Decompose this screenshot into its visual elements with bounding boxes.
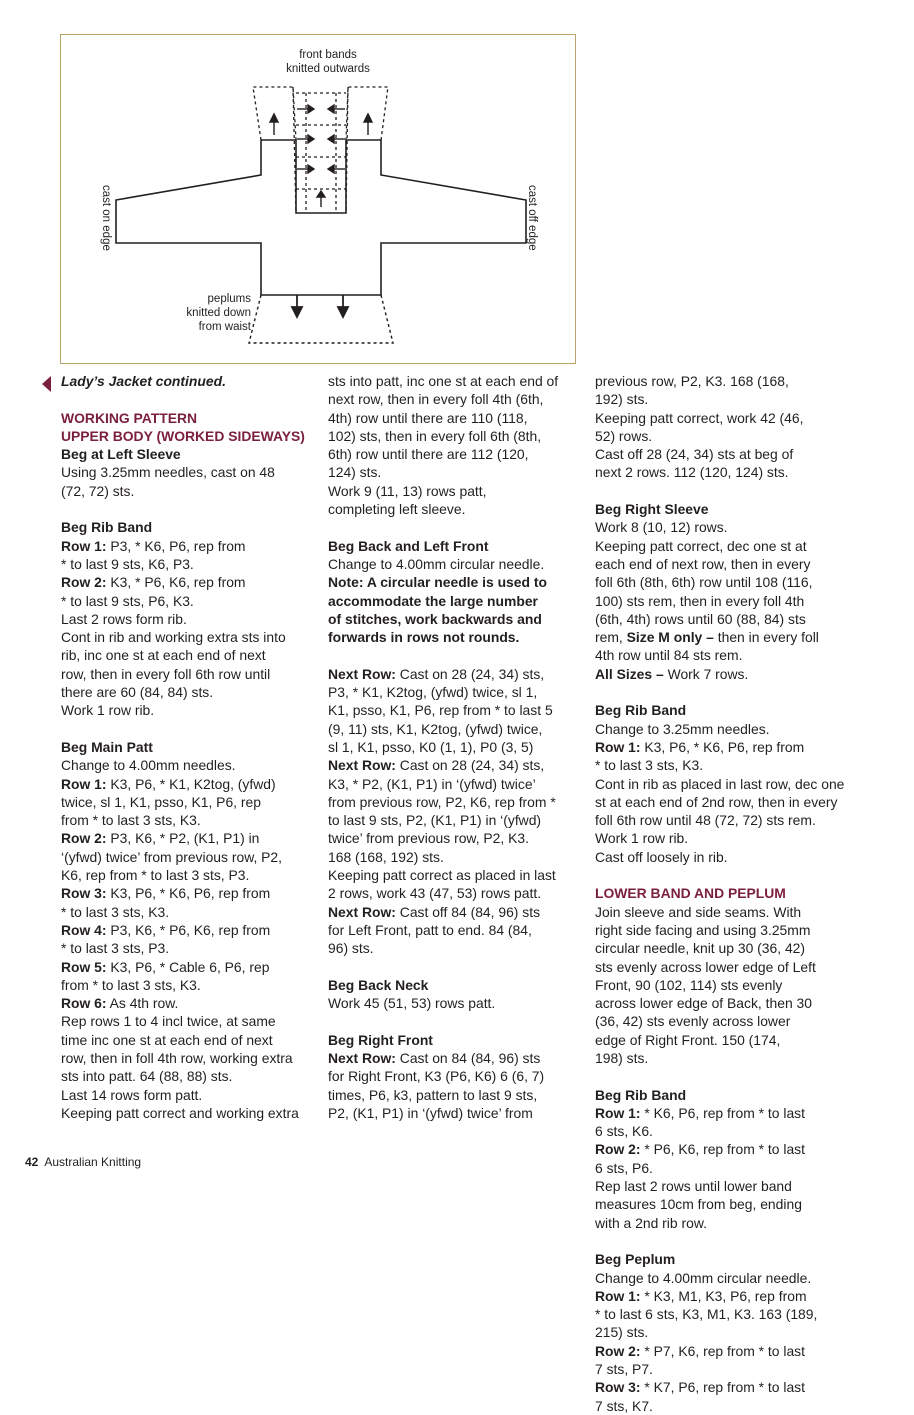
text-line: * to last 3 sts, P3.	[61, 940, 170, 957]
text-line: Keeping patt correct, work 42 (46,	[595, 409, 804, 426]
instruction-line	[61, 829, 305, 847]
text-fragment: * K3, M1, K3, P6, rep from	[640, 1287, 807, 1304]
text-line: Change to 4.00mm circular needle.	[328, 555, 545, 572]
subheading: Note: A circular needle is used to	[328, 574, 547, 591]
text-line: 100) sts rem, then in every foll 4th	[595, 592, 805, 609]
row-label: Row 1:	[61, 775, 107, 792]
jacket-construction-diagram	[60, 34, 576, 364]
text-fragment: P3, * K6, P6, rep from	[106, 537, 246, 554]
text-line: Front, 90 (102, 114) sts evenly	[595, 976, 783, 993]
text-line: 215) sts.	[595, 1324, 649, 1341]
text-line: Last 2 rows form rib.	[61, 610, 187, 627]
row-label: Row 2:	[595, 1342, 641, 1359]
text-line: Cast off loosely in rib.	[595, 848, 728, 865]
text-line: 96) sts.	[328, 940, 374, 957]
row-label: Row 3:	[61, 885, 107, 902]
text-line: 198) sts.	[595, 1049, 649, 1066]
row-label: All Sizes –	[595, 665, 664, 682]
text-line: from previous row, P2, K6, rep from *	[328, 793, 556, 810]
text-column-1	[61, 372, 305, 1122]
text-fragment: rem,	[595, 629, 627, 646]
peplum-dashed	[249, 295, 393, 343]
text-fragment: Cast on 28 (24, 34) sts,	[395, 757, 545, 774]
text-line: Change to 3.25mm needles.	[595, 720, 770, 737]
instruction-line	[61, 958, 305, 976]
text-fragment: P3, K6, * P2, (K1, P1) in	[106, 830, 260, 847]
spacer	[328, 518, 558, 536]
subheading: Beg at Left Sleeve	[61, 446, 181, 463]
text-fragment: Work 7 rows.	[663, 665, 749, 682]
text-fragment: Cast on 28 (24, 34) sts,	[395, 665, 545, 682]
subheading: Beg Peplum	[595, 1251, 676, 1268]
instruction-line	[328, 665, 558, 683]
text-line: 2 rows, work 43 (47, 53) rows patt.	[328, 885, 542, 902]
text-line: 6 sts, K6.	[595, 1123, 653, 1140]
text-line: foll 6th row until 48 (72, 72) sts rem.	[595, 812, 816, 829]
text-line: sts into patt. 64 (88, 88) sts.	[61, 1068, 233, 1085]
continued-heading: Lady’s Jacket continued.	[61, 373, 226, 389]
text-line: K3, * P2, (K1, P1) in ‘(yfwd) twice’	[328, 775, 536, 792]
instruction-line	[595, 738, 844, 756]
text-line: 192) sts.	[595, 391, 649, 408]
spacer	[595, 866, 844, 884]
text-fragment: then in every foll	[713, 629, 819, 646]
text-line: 7 sts, P7.	[595, 1361, 653, 1378]
row-label: Next Row:	[328, 665, 396, 682]
spacer	[61, 500, 305, 518]
spacer	[328, 958, 558, 976]
spacer	[328, 1012, 558, 1030]
text-line: Change to 4.00mm needles.	[61, 757, 236, 774]
cast-on-edge-label: cast on edge	[100, 185, 112, 251]
jacket-outline	[116, 140, 526, 295]
instruction-line	[61, 573, 305, 591]
text-column-3	[595, 372, 844, 1415]
text-line: Last 14 rows form patt.	[61, 1086, 203, 1103]
instruction-line	[595, 1287, 844, 1305]
spacer	[595, 1232, 844, 1250]
subheading: accommodate the large number	[328, 592, 538, 609]
section-heading: UPPER BODY (WORKED SIDEWAYS)	[61, 427, 305, 444]
text-line: 4th row until 84 sts rem.	[595, 647, 743, 664]
subheading: Beg Right Sleeve	[595, 501, 709, 518]
text-column-2	[328, 372, 558, 1122]
text-line: Rep last 2 rows until lower band	[595, 1178, 792, 1195]
instruction-line	[61, 775, 305, 793]
text-line: there are 60 (84, 84) sts.	[61, 684, 214, 701]
row-label: Next Row:	[328, 1049, 396, 1066]
text-line: Using 3.25mm needles, cast on 48	[61, 464, 275, 481]
text-line: * to last 3 sts, K3.	[595, 757, 704, 774]
text-line: for Left Front, patt to end. 84 (84,	[328, 921, 532, 938]
row-label: Row 5:	[61, 958, 107, 975]
text-line: Change to 4.00mm circular needle.	[595, 1269, 812, 1286]
jacket-schematic	[61, 35, 577, 365]
text-line: twice’ from previous row, P2, K3.	[328, 830, 529, 847]
text-line: Cont in rib and working extra sts into	[61, 629, 286, 646]
text-line: Work 1 row rib.	[595, 830, 689, 847]
text-line: 6th) row until there are 112 (120,	[328, 446, 529, 463]
text-line: foll 6th (8th, 6th) row until 108 (116,	[595, 574, 813, 591]
text-line: * to last 9 sts, K6, P3.	[61, 555, 194, 572]
row-label: Row 1:	[595, 738, 641, 755]
front-bands-label: front bands knitted outwards	[286, 49, 370, 75]
text-fragment: P3, K6, * P6, K6, rep from	[106, 921, 271, 938]
band-arrows	[270, 105, 372, 207]
cast-off-edge-label: cast off edge	[526, 185, 538, 251]
instruction-line	[61, 884, 305, 902]
subheading: Beg Back Neck	[328, 976, 429, 993]
peplums-label: peplums knitted down from waist	[186, 293, 251, 333]
text-line: twice, sl 1, K1, psso, K1, P6, rep	[61, 793, 261, 810]
row-label: Row 2:	[595, 1141, 641, 1158]
subheading: Beg Main Patt	[61, 738, 153, 755]
text-line: Keeping patt correct as placed in last	[328, 867, 556, 884]
text-line: K6, rep from * to last 3 sts, P3.	[61, 867, 250, 884]
section-heading: LOWER BAND AND PEPLUM	[595, 885, 786, 902]
text-line: row, then in every foll 6th row until	[61, 665, 271, 682]
text-line: * to last 6 sts, K3, M1, K3. 163 (189,	[595, 1306, 818, 1323]
text-line: Cast off 28 (24, 34) sts at beg of	[595, 446, 794, 463]
row-label: Row 4:	[61, 921, 107, 938]
peplum-arrows	[292, 295, 348, 317]
text-fragment: K3, P6, * K6, P6, rep from	[106, 885, 271, 902]
text-line: for Right Front, K3 (P6, K6) 6 (6, 7)	[328, 1068, 545, 1085]
text-line: circular needle, knit up 30 (36, 42)	[595, 940, 806, 957]
spacer	[61, 720, 305, 738]
text-line: ‘(yfwd) twice’ from previous row, P2,	[61, 848, 283, 865]
text-fragment: * K6, P6, rep from * to last	[640, 1104, 805, 1121]
text-line: sts into patt, inc one st at each end of	[328, 373, 559, 389]
text-line: previous row, P2, K3. 168 (168,	[595, 373, 789, 389]
spacer	[595, 1067, 844, 1085]
text-fragment: * P6, K6, rep from * to last	[640, 1141, 805, 1158]
text-fragment: * K7, P6, rep from * to last	[640, 1379, 805, 1396]
text-line: (6th, 4th) rows until 60 (88, 84) sts	[595, 610, 806, 627]
text-fragment: * P7, K6, rep from * to last	[640, 1342, 805, 1359]
text-line: 102) sts, then in every foll 6th (8th,	[328, 427, 542, 444]
text-line: * to last 9 sts, P6, K3.	[61, 592, 194, 609]
spacer	[595, 482, 844, 500]
instruction-line	[595, 1140, 844, 1158]
row-label: Row 2:	[61, 574, 107, 591]
row-label: Row 1:	[595, 1287, 641, 1304]
subheading: Beg Rib Band	[595, 1086, 687, 1103]
instruction-line	[595, 1378, 844, 1396]
instruction-line	[595, 1342, 844, 1360]
text-line: (36, 42) sts evenly across lower	[595, 1013, 791, 1030]
text-line: (9, 11) sts, K1, K2tog, (yfwd) twice,	[328, 720, 543, 737]
text-line: sl 1, K1, psso, K0 (1, 1), P0 (3, 5)	[328, 738, 534, 755]
subheading: Beg Rib Band	[61, 519, 153, 536]
text-line: 7 sts, K7.	[595, 1397, 653, 1414]
instruction-line	[595, 628, 844, 646]
row-label: Row 3:	[595, 1379, 641, 1396]
subheading: Beg Back and Left Front	[328, 537, 489, 554]
subheading: Beg Right Front	[328, 1031, 433, 1048]
text-line: measures 10cm from beg, ending	[595, 1196, 802, 1213]
text-line: completing left sleeve.	[328, 501, 466, 518]
text-line: each end of next row, then in every	[595, 555, 811, 572]
text-line: rib, inc one st at each end of next	[61, 647, 266, 664]
text-line: to last 9 sts, P2, (K1, P1) in ‘(yfwd)	[328, 812, 542, 829]
text-fragment: Cast off 84 (84, 96) sts	[395, 903, 541, 920]
text-line: Work 1 row rib.	[61, 702, 155, 719]
row-label: Row 2:	[61, 830, 107, 847]
instruction-line	[328, 903, 558, 921]
text-line: P3, * K1, K2tog, (yfwd) twice, sl 1,	[328, 684, 538, 701]
row-label: Next Row:	[328, 757, 396, 774]
text-fragment: As 4th row.	[106, 995, 179, 1012]
text-line: times, P6, k3, pattern to last 9 sts,	[328, 1086, 538, 1103]
text-line: Keeping patt correct, dec one st at	[595, 537, 807, 554]
text-line: Work 45 (51, 53) rows patt.	[328, 995, 496, 1012]
row-label: Row 6:	[61, 995, 107, 1012]
subheading: Beg Rib Band	[595, 702, 687, 719]
text-line: across lower edge of Back, then 30	[595, 995, 812, 1012]
text-fragment: K3, P6, * K6, P6, rep from	[640, 738, 805, 755]
continued-marker-icon	[42, 376, 51, 392]
text-line: with a 2nd rib row.	[595, 1214, 707, 1231]
publication-name: Australian Knitting	[44, 1155, 142, 1169]
text-line: time inc one st at each end of next	[61, 1031, 273, 1048]
text-line: sts evenly across lower edge of Left	[595, 958, 816, 975]
text-line: Rep rows 1 to 4 incl twice, at same	[61, 1013, 276, 1030]
instruction-line	[328, 1049, 558, 1067]
row-label: Size M only –	[626, 629, 714, 646]
text-line: (72, 72) sts.	[61, 482, 135, 499]
text-line: 168 (168, 192) sts.	[328, 848, 444, 865]
text-line: Work 8 (10, 12) rows.	[595, 519, 728, 536]
page-number: 42	[25, 1155, 39, 1169]
instruction-line	[61, 921, 305, 939]
text-line: 6 sts, P6.	[595, 1159, 653, 1176]
spacer	[595, 683, 844, 701]
text-line: Work 9 (11, 13) rows patt,	[328, 482, 487, 499]
instruction-line	[61, 537, 305, 555]
instruction-line	[328, 756, 558, 774]
page-footer	[25, 1155, 141, 1169]
text-line: Cont in rib as placed in last row, dec one	[595, 775, 845, 792]
text-line: from * to last 3 sts, K3.	[61, 812, 201, 829]
text-line: P2, (K1, P1) in ‘(yfwd) twice’ from	[328, 1104, 533, 1121]
row-label: Next Row:	[328, 903, 396, 920]
text-line: next 2 rows. 112 (120, 124) sts.	[595, 464, 789, 481]
subheading: forwards in rows not rounds.	[328, 629, 520, 646]
text-fragment: K3, P6, * Cable 6, P6, rep	[106, 958, 270, 975]
instruction-line	[61, 994, 305, 1012]
text-line: Join sleeve and side seams. With	[595, 903, 802, 920]
section-heading: WORKING PATTERN	[61, 409, 198, 426]
text-line: * to last 3 sts, K3.	[61, 903, 170, 920]
text-line: from * to last 3 sts, K3.	[61, 976, 201, 993]
text-line: Keeping patt correct and working extra	[61, 1104, 299, 1121]
text-line: K1, psso, K1, P6, rep from * to last 5	[328, 702, 553, 719]
text-fragment: K3, * P6, K6, rep from	[106, 574, 246, 591]
spacer	[328, 646, 558, 664]
text-line: 52) rows.	[595, 427, 653, 444]
spacer	[61, 390, 305, 408]
text-line: st at each end of 2nd row, then in every	[595, 793, 838, 810]
text-line: right side facing and using 3.25mm	[595, 921, 811, 938]
subheading: of stitches, work backwards and	[328, 610, 542, 627]
text-line: row, then in foll 4th row, working extra	[61, 1049, 293, 1066]
instruction-line	[595, 665, 844, 683]
text-line: 4th) row until there are 110 (118,	[328, 409, 528, 426]
text-line: 124) sts.	[328, 464, 382, 481]
row-label: Row 1:	[595, 1104, 641, 1121]
text-line: next row, then in every foll 4th (6th,	[328, 391, 544, 408]
row-label: Row 1:	[61, 537, 107, 554]
text-fragment: K3, P6, * K1, K2tog, (yfwd)	[106, 775, 276, 792]
text-fragment: Cast on 84 (84, 96) sts	[395, 1049, 541, 1066]
instruction-line	[595, 1104, 844, 1122]
text-line: edge of Right Front. 150 (174,	[595, 1031, 781, 1048]
